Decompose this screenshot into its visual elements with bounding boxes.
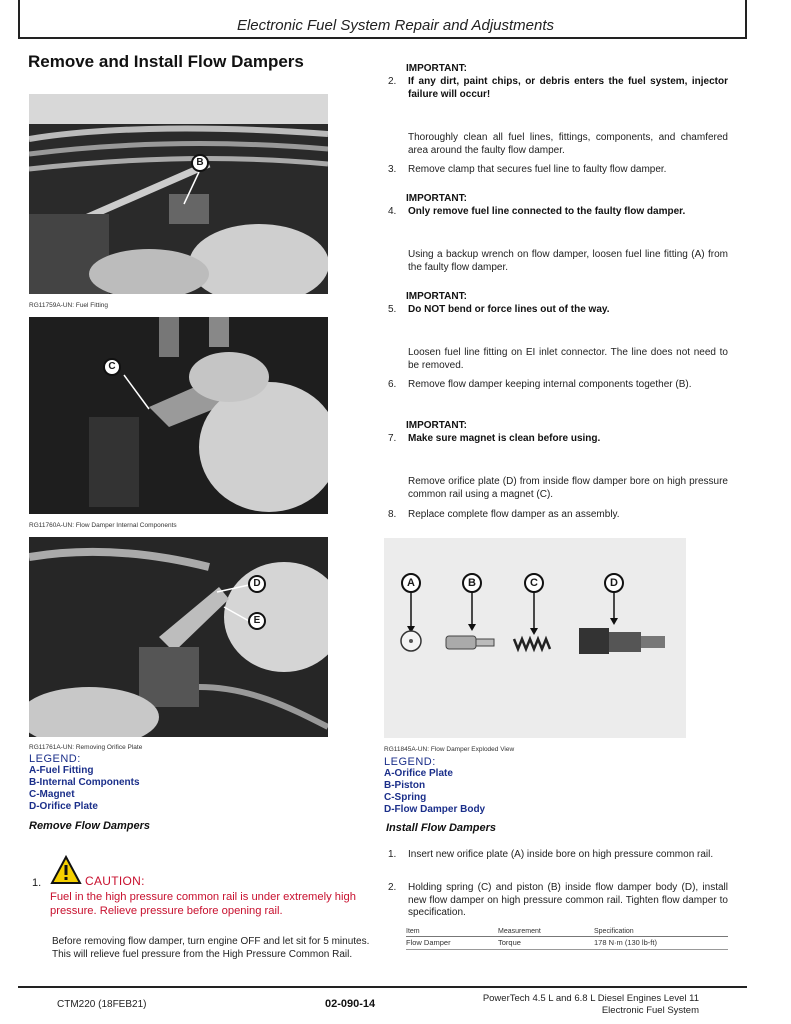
legend-title: LEGEND: <box>29 753 81 765</box>
step-text: Remove orifice plate (D) from inside flow damper bore on high pressure common rail using a magnet (C). <box>408 476 728 500</box>
step-number: 3. <box>388 164 397 175</box>
step-number: 7. <box>388 433 397 444</box>
spec-cell: 178 N·m (130 lb-ft) <box>594 937 728 950</box>
important-text: Make sure magnet is clean before using. <box>408 433 601 444</box>
callout-d-fig3: D <box>248 575 266 593</box>
footer-page-number: 02-090-14 <box>325 998 376 1010</box>
step-number: 5. <box>388 304 397 315</box>
important-label: IMPORTANT: <box>406 420 467 431</box>
photo-flow-damper-exploded <box>384 538 686 738</box>
install-step-text: Holding spring (C) and piston (B) inside flow damper body (D), install new flow damper on high pressure common rail. Tighten flow damper to specification. <box>408 882 728 918</box>
caption-fig1: RG11759A-UN: Fuel Fitting <box>29 302 108 309</box>
caution-number: 1. <box>32 877 42 889</box>
caption-fig4: RG11845A-UN: Flow Damper Exploded View <box>384 746 515 753</box>
step-number: 2. <box>388 76 397 87</box>
callout-e-fig3: E <box>248 612 266 630</box>
caution-text: Fuel in the high pressure common rail is under extremely high pressure. Relieve pressure before opening rail. <box>50 891 356 917</box>
callout-a-fig4: A <box>401 573 421 593</box>
legend-item: A-Orifice Plate <box>384 768 453 779</box>
step-text: Loosen fuel line fitting on EI inlet connector. The line does not need to be removed. <box>408 347 728 371</box>
important-label: IMPORTANT: <box>406 291 467 302</box>
callout-c-fig2: C <box>103 358 121 376</box>
spec-table <box>406 928 728 950</box>
legend-item: B-Piston <box>384 780 426 791</box>
legend-title: LEGEND: <box>384 756 436 768</box>
photo-fuel-fitting <box>29 94 328 294</box>
callout-c-fig4: C <box>524 573 544 593</box>
legend-item: B-Internal Components <box>29 777 140 788</box>
spec-cell: Flow Damper <box>406 937 498 950</box>
footer-title-line1: PowerTech 4.5 L and 6.8 L Diesel Engines Level 11 <box>482 993 699 1004</box>
spec-header-item: Item <box>406 928 498 937</box>
caption-fig3: RG11761A-UN: Removing Orifice Plate <box>29 744 143 751</box>
legend-item: D-Orifice Plate <box>29 801 98 812</box>
caution-icon <box>50 855 82 885</box>
before-removing-text: Before removing flow damper, turn engine OFF and let sit for 5 minutes. This will relieve fuel pressure from the High Pressure Common Rail. <box>52 936 370 960</box>
photo-flow-damper-internal <box>29 317 328 514</box>
table-row <box>406 937 728 950</box>
step-number: 8. <box>388 509 397 520</box>
step-text: Thoroughly clean all fuel lines, fittings, components, and chamfered area around the faulty flow damper. <box>408 132 728 156</box>
footer-manual-title <box>440 993 699 1017</box>
important-text: If any dirt, paint chips, or debris enters the fuel system, injector failure will occur! <box>408 76 728 100</box>
spec-header-measurement: Measurement <box>498 928 594 937</box>
legend-right <box>384 756 485 816</box>
running-header: Electronic Fuel System Repair and Adjustments <box>236 17 555 34</box>
legend-item: A-Fuel Fitting <box>29 765 94 776</box>
footer-rule <box>18 986 747 988</box>
step-number: 6. <box>388 379 397 390</box>
footer-title-line2: Electronic Fuel System <box>601 1005 699 1016</box>
footer-doc-id: CTM220 (18FEB21) <box>57 999 147 1010</box>
header-rule <box>18 37 747 39</box>
step-text: Replace complete flow damper as an assembly. <box>408 509 620 520</box>
page-title: Remove and Install Flow Dampers <box>28 52 304 71</box>
caution-label: CAUTION: <box>85 874 145 888</box>
legend-left <box>29 753 140 813</box>
install-step-number: 2. <box>388 882 397 893</box>
install-step-text: Insert new orifice plate (A) inside bore on high pressure common rail. <box>408 849 714 860</box>
spec-header-specification: Specification <box>594 928 728 937</box>
step-text: Remove clamp that secures fuel line to faulty flow damper. <box>408 164 667 175</box>
step-text: Remove flow damper keeping internal components together (B). <box>408 379 692 390</box>
legend-item: C-Magnet <box>29 789 75 800</box>
step-number: 4. <box>388 206 397 217</box>
install-heading: Install Flow Dampers <box>386 822 497 834</box>
legend-item: C-Spring <box>384 792 427 803</box>
photo-removing-orifice-plate <box>29 537 328 737</box>
important-text: Do NOT bend or force lines out of the way. <box>408 304 610 315</box>
callout-b-fig1: B <box>191 154 209 172</box>
callout-d-fig4: D <box>604 573 624 593</box>
callout-b-fig4: B <box>462 573 482 593</box>
install-step-number: 1. <box>388 849 397 860</box>
important-label: IMPORTANT: <box>406 193 467 204</box>
remove-heading: Remove Flow Dampers <box>29 820 151 832</box>
spec-cell: Torque <box>498 937 594 950</box>
legend-item: D-Flow Damper Body <box>384 804 486 815</box>
important-label: IMPORTANT: <box>406 63 467 74</box>
caption-fig2: RG11760A-UN: Flow Damper Internal Components <box>29 522 177 529</box>
step-text: Using a backup wrench on flow damper, loosen fuel line fitting (A) from the faulty flow damper. <box>408 249 728 273</box>
important-text: Only remove fuel line connected to the faulty flow damper. <box>408 206 686 217</box>
